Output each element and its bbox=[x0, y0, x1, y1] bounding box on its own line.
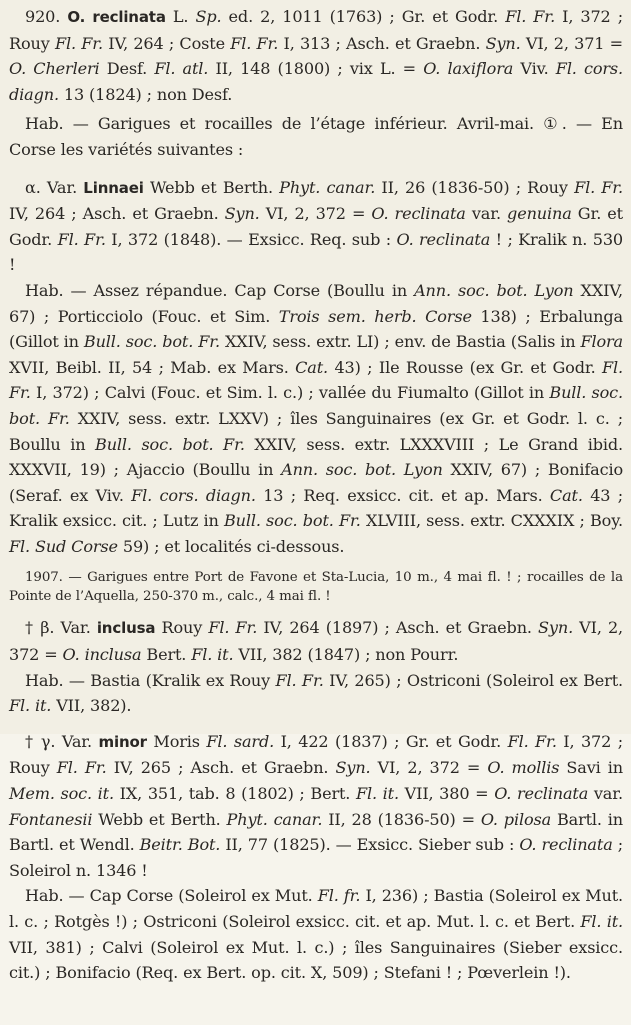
synonym-name: genuina bbox=[507, 204, 572, 224]
text-span: Viv. bbox=[513, 59, 556, 79]
variety-name: minor bbox=[98, 732, 147, 751]
variety-name: Linnaei bbox=[83, 178, 144, 197]
synonym-name: Fontanesii bbox=[9, 809, 93, 829]
text-span: L. bbox=[165, 7, 196, 26]
synonym-name: O. laxiflora bbox=[423, 59, 514, 79]
text-span: ed. 2, 1011 (1763) ; Gr. et Godr. bbox=[221, 7, 506, 26]
variety-beta bbox=[9, 615, 623, 667]
ref-title: Fl. Fr. bbox=[230, 33, 279, 53]
ref-title: Flora bbox=[580, 332, 623, 352]
text-span: ; Soleirol n. 1346 ! bbox=[9, 835, 623, 880]
text-span: Hab. — Cap Corse (Soleirol ex Mut. bbox=[25, 886, 318, 906]
text-span: VII, 382 (1847) ; non Pourr. bbox=[233, 645, 459, 665]
text-span: VI, 2, 371 = bbox=[520, 33, 623, 53]
habitat-main: Hab. — Garigues et rocailles de l’étage inférieur. Avril-mai. ①. — En Corse les variétés suivantes : bbox=[9, 114, 623, 159]
ref-title: Fl. it. bbox=[355, 784, 399, 804]
text-span: Hab. — Assez répandue. Cap Corse (Boullu in bbox=[25, 280, 415, 300]
text-span: 43 ; Kralik exsicc. cit. ; Lutz in bbox=[9, 485, 624, 531]
ref-title: Bull. soc. bot. Fr. bbox=[95, 434, 245, 454]
text-span: I, 372 (1848). — Exsicc. Req. sub : bbox=[105, 229, 397, 249]
ref-title: Fl. it. bbox=[9, 696, 52, 716]
document-text bbox=[9, 4, 623, 986]
text-span: I, 372 ; Rouy bbox=[9, 7, 623, 53]
ref-title: Fl. Fr. bbox=[574, 177, 624, 197]
variety-name: inclusa bbox=[96, 619, 156, 638]
text-span: Bartl. in Bartl. et Wendl. bbox=[9, 809, 624, 855]
text-span: ! ; Kralik n. 530 ! bbox=[9, 229, 624, 275]
text-span: I, 313 ; Asch. et Graebn. bbox=[278, 33, 486, 53]
text-span: Desf. bbox=[99, 59, 155, 79]
text-span: II, 26 (1836-50) ; Rouy bbox=[375, 177, 575, 197]
ref-title: Fl. Fr. bbox=[54, 33, 103, 53]
text-span: XXIV, sess. extr. LXXV) ; îles Sanguinaires (ex Gr. et Godr. l. c. ; Boullu in bbox=[9, 408, 623, 454]
species-number: 920. bbox=[25, 7, 61, 26]
text-span: Var. bbox=[54, 618, 97, 638]
text-span: I, 236) ; Bastia (Soleirol ex Mut. l. c. ; Rotgès !) ; Ostriconi (Soleirol exsicc. cit. et ap. Mut. l. c. et Bert. bbox=[9, 886, 623, 931]
habitat-gamma bbox=[9, 883, 623, 985]
text-span: IV, 265 ; Asch. et Graebn. bbox=[106, 758, 336, 778]
habitat-alpha bbox=[9, 278, 623, 560]
variety-marker: † β. bbox=[25, 618, 55, 638]
text-span: XXIV, 67) ; Bonifacio (Seraf. ex Viv. bbox=[9, 460, 623, 505]
text-span: Rouy bbox=[155, 618, 209, 638]
text-span: Savi in bbox=[559, 758, 624, 778]
text-span: VI, 2, 372 = bbox=[370, 758, 488, 778]
ref-title: Syn. bbox=[538, 618, 574, 638]
ref-title: Fl. atl. bbox=[154, 59, 209, 79]
ref-title: Fl. Fr. bbox=[507, 731, 557, 751]
note-1907: 1907. — Garigues entre Port de Favone et Sta-Lucia, 10 m., 4 mai fl. ! ; rocailles de la Pointe de l’Aquella, 250-370 m., calc., 4 mai fl. ! bbox=[9, 570, 623, 605]
text-span: XXIV, sess. extr. LXXXVIII ; Le Grand ibid. XXXVII, 19) ; Ajaccio (Boullu in bbox=[9, 434, 623, 480]
text-span: Var. bbox=[55, 731, 99, 751]
ref-title: Fl. Fr. bbox=[275, 670, 324, 690]
text-span: IV, 264 ; Asch. et Graebn. bbox=[9, 204, 225, 224]
text-span: IX, 351, tab. 8 (1802) ; Bert. bbox=[113, 784, 356, 804]
variety-gamma bbox=[9, 729, 623, 884]
ref-title: Ann. soc. bot. Lyon bbox=[414, 280, 574, 300]
text-span: 13 ; Req. exsicc. cit. et ap. Mars. bbox=[255, 485, 550, 505]
text-span: VI, 2, 372 = bbox=[259, 204, 372, 224]
text-span: XXIV, 67) ; Porticciolo (Fouc. et Sim. bbox=[9, 280, 623, 326]
text-span: IV, 264 ; Coste bbox=[102, 33, 231, 53]
ref-title: Fl. Fr. bbox=[9, 357, 623, 403]
text-span: VII, 382). bbox=[51, 696, 132, 716]
text-span: VII, 380 = bbox=[398, 784, 495, 804]
text-span: Hab. — Bastia (Kralik ex Rouy bbox=[25, 670, 276, 690]
synonym-name: O. pilosa bbox=[480, 809, 552, 829]
ref-title: Beitr. Bot. bbox=[139, 835, 221, 855]
ref-title: Fl. cors. diagn. bbox=[9, 59, 624, 104]
text-span: var. bbox=[465, 204, 508, 224]
text-span: II, 77 (1825). — Exsicc. Sieber sub : bbox=[220, 835, 520, 855]
ref-title: Fl. it. bbox=[191, 645, 234, 665]
ref-title: Sp. bbox=[195, 7, 222, 26]
ref-title: Fl. Fr. bbox=[56, 758, 107, 778]
text-span: 138) ; Erbalunga (Gillot in bbox=[9, 306, 623, 352]
ref-title: Fl. it. bbox=[580, 912, 623, 931]
ref-title: Cat. bbox=[295, 357, 329, 377]
ref-title: Mem. soc. it. bbox=[9, 784, 114, 804]
ref-title: Fl. sard. bbox=[206, 731, 275, 751]
ref-title: Fl. fr. bbox=[317, 886, 361, 906]
ref-title: Bull. soc. bot. Fr. bbox=[9, 383, 624, 428]
ref-title: Ann. soc. bot. Lyon bbox=[281, 460, 443, 480]
ref-title: Syn. bbox=[335, 758, 371, 778]
ref-title: Fl. Fr. bbox=[57, 229, 106, 249]
synonym-name: O. reclinata bbox=[371, 204, 466, 224]
text-span: XLVIII, sess. extr. CXXXIX ; Boy. bbox=[360, 511, 623, 531]
variety-marker: α. bbox=[25, 177, 41, 197]
text-span: 59) ; et localités ci-dessous. bbox=[117, 536, 345, 556]
ref-title: Syn. bbox=[224, 204, 260, 224]
text-span: I, 422 (1837) ; Gr. et Godr. bbox=[274, 731, 508, 751]
ref-title: Fl. Fr. bbox=[208, 618, 258, 638]
ref-title: Bull. soc. bot. Fr. bbox=[223, 511, 361, 531]
species-name: O. reclinata bbox=[67, 8, 166, 26]
text-span: I, 372 ; Rouy bbox=[9, 731, 623, 778]
text-span: Webb et Berth. bbox=[143, 177, 280, 197]
ref-title: Fl. Sud Corse bbox=[9, 536, 118, 556]
text-span: I, 372) ; Calvi (Fouc. et Sim. l. c.) ; vallée du Fiumalto (Gillot in bbox=[30, 383, 550, 403]
text-span: 13 (1824) ; non Desf. bbox=[58, 84, 233, 104]
ref-title: Phyt. canar. bbox=[226, 809, 323, 829]
ref-title: Trois sem. herb. Corse bbox=[278, 306, 472, 326]
text-span: Webb et Berth. bbox=[92, 809, 227, 829]
text-span: VII, 381) ; Calvi (Soleirol ex Mut. l. c.) ; îles Sanguinaires (Sieber exsicc. cit.) ; Bonifacio (Req. ex Bert. op. cit. X, 509) ; Stefani ! ; Pœverlein !). bbox=[9, 937, 623, 983]
text-span: II, 28 (1836-50) = bbox=[322, 809, 481, 829]
synonym-name: O. inclusa bbox=[62, 645, 142, 665]
text-span: IV, 264 (1897) ; Asch. et Graebn. bbox=[257, 618, 539, 638]
variety-alpha bbox=[9, 175, 623, 278]
text-span: XVII, Beibl. II, 54 ; Mab. ex Mars. bbox=[9, 357, 296, 377]
text-span: IV, 265) ; Ostriconi (Soleirol ex Bert. bbox=[323, 670, 623, 690]
text-span: Moris bbox=[146, 731, 207, 751]
synonym-name: O. reclinata bbox=[519, 835, 613, 855]
text-span: VI, 2, 372 = bbox=[9, 618, 624, 665]
synonym-name: O. mollis bbox=[487, 758, 560, 778]
synonym-name: O. reclinata bbox=[396, 229, 491, 249]
text-span: XXIV, sess. extr. LI) ; env. de Bastia (Salis in bbox=[219, 332, 581, 352]
text-span: var. bbox=[588, 784, 623, 804]
ref-title: Bull. soc. bot. Fr. bbox=[83, 332, 220, 352]
text-span: 43) ; Ile Rousse (ex Gr. et Godr. bbox=[328, 357, 603, 377]
text-span: Var. bbox=[40, 177, 84, 197]
text-span: Bert. bbox=[141, 645, 192, 665]
variety-marker: † γ. bbox=[25, 731, 56, 751]
text-span: Gr. et Godr. bbox=[9, 204, 623, 249]
ref-title: Fl. Fr. bbox=[505, 7, 556, 26]
text-span: II, 148 (1800) ; vix L. = bbox=[208, 59, 424, 79]
synonym-name: O. Cherleri bbox=[9, 59, 100, 79]
species-header bbox=[9, 4, 623, 107]
synonym-name: O. reclinata bbox=[494, 784, 589, 804]
ref-title: Cat. bbox=[549, 485, 583, 505]
ref-title: Syn. bbox=[485, 33, 521, 53]
ref-title: Fl. cors. diagn. bbox=[131, 485, 256, 505]
habitat-beta bbox=[9, 668, 623, 719]
ref-title: Phyt. canar. bbox=[279, 177, 376, 197]
